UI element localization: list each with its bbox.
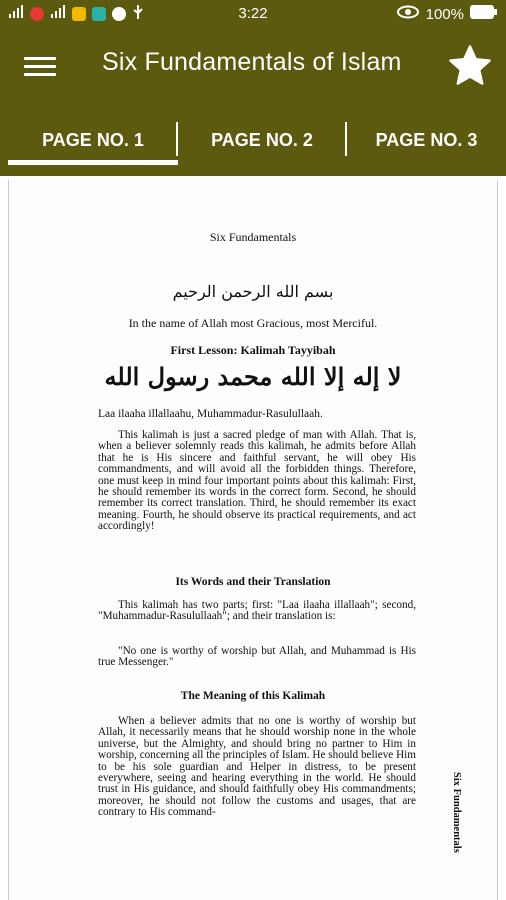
battery-percent: 100%: [425, 5, 464, 23]
quote-text: "No one is worthy of worship but Allah, and Muhammad is His true Messenger.": [98, 645, 416, 669]
battery-icon: [470, 5, 498, 23]
bismillah-translation: In the name of Allah most Gracious, most Merciful.: [128, 316, 378, 330]
paragraph: [98, 430, 416, 533]
side-label: Six Fundamentals: [451, 771, 462, 853]
section-heading: Its Words and their Translation: [175, 576, 331, 588]
selected-tab-indicator: [8, 160, 178, 165]
hamburger-icon[interactable]: [24, 52, 56, 80]
eye-icon: [396, 5, 420, 23]
paragraph: [98, 600, 416, 623]
paragraph: [98, 716, 416, 819]
tab-page-3[interactable]: PAGE NO. 3: [375, 129, 478, 150]
running-head: Six Fundamentals: [209, 230, 297, 244]
status-right: [396, 5, 498, 23]
paragraph-text: This kalimah has two parts; first: "Laa ilaaha illallaah"; second, "Muhammadur-Rasulullaah"; and their translation is:: [98, 599, 416, 623]
tab-page-2[interactable]: PAGE NO. 2: [211, 129, 313, 150]
scanned-page: [8, 180, 498, 900]
tab-page-1[interactable]: PAGE NO. 1: [42, 129, 144, 150]
lesson-heading: First Lesson: Kalimah Tayyibah: [170, 343, 336, 357]
paragraph-text: This kalimah is just a sacred pledge of man with Allah. That is, when a believer solemnly reads this kalimah, he admits before Allah that he is His sincere and faithful servant, he will obey His commandments, and will avoid all the forbidden things. Therefore, one must keep in mind four important points about this kalimah: First, he should remember its words in the correct form. Second, he should remember its correct translation. Third, he should remember its exact meaning. Fourth, he should observe its practical requirements, and act accordingly!: [98, 429, 416, 533]
kalimah-arabic: لا إله إلا الله محمد رسول الله: [104, 362, 402, 391]
status-time: 3:22: [238, 5, 268, 22]
status-bar: [0, 0, 506, 28]
bismillah-arabic: بسم الله الرحمن الرحيم: [172, 282, 334, 301]
star-icon[interactable]: [446, 42, 494, 90]
app-title: Six Fundamentals of Islam: [102, 48, 402, 76]
paragraph-text: When a believer admits that no one is worthy of worship but Allah, it necessarily means that he should worship none in the whole universe, but the Almighty, and should bring no partner to Him in worship, concerning all the principles of Islam. He should believe Him to be his sole guardian and Helper in distress, to be present everywhere, seeing and hearing everything in the world. He should trust in His guidance, and should faithfully obey His commandments; moreover, he should not follow the customs and usages, that are contrary to His command-: [98, 715, 416, 819]
app-bar: [0, 28, 506, 106]
kalimah-transliteration: Laa ilaaha illallaahu, Muhammadur-Rasulullaah.: [98, 408, 323, 420]
quote: [98, 646, 416, 669]
section-heading: The Meaning of this Kalimah: [180, 690, 326, 702]
page-viewer[interactable]: [0, 176, 506, 900]
